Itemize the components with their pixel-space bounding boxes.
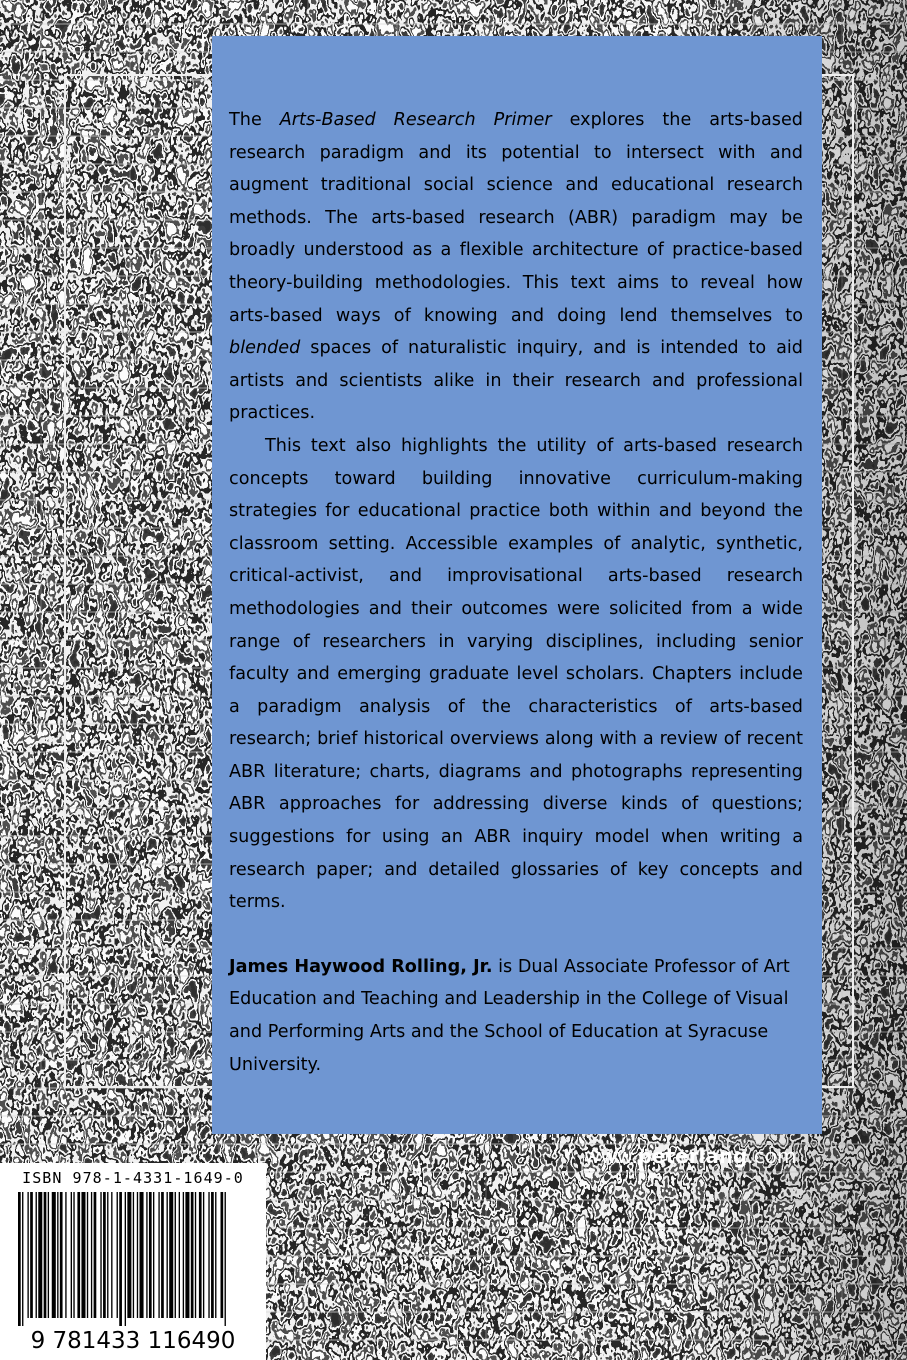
barcode-bar (52, 1192, 56, 1318)
barcode-bar (179, 1192, 180, 1318)
barcode-bar (100, 1192, 101, 1318)
barcode-bar (18, 1192, 21, 1326)
blurb-paragraph-1 (229, 104, 803, 430)
barcode-bar (215, 1192, 216, 1318)
barcode-bar (225, 1192, 226, 1326)
barcode-bar (153, 1192, 154, 1318)
description-panel (212, 36, 822, 1134)
barcode-bar (71, 1192, 72, 1318)
barcode-bar (57, 1192, 58, 1318)
barcode-bar (208, 1192, 209, 1318)
barcode-bar (77, 1192, 80, 1318)
website-brand: peterlang (637, 1144, 748, 1168)
author-bio (229, 951, 803, 1081)
website-prefix: www. (584, 1144, 638, 1168)
barcode-bar (149, 1192, 152, 1318)
barcode-bar (191, 1192, 194, 1318)
barcode-bar (117, 1192, 118, 1318)
barcode-bar (36, 1192, 37, 1318)
barcode-bar (94, 1192, 97, 1318)
barcode-bar (60, 1192, 63, 1318)
barcode-bar (48, 1192, 49, 1318)
barcode-bar (81, 1192, 85, 1318)
barcode-bar (137, 1192, 138, 1318)
barcode-bar (91, 1192, 92, 1318)
barcode-bar (140, 1192, 144, 1318)
barcode-bar (87, 1192, 88, 1318)
barcode-bar (158, 1192, 159, 1318)
barcode-bar (183, 1192, 184, 1318)
barcode-bar (146, 1192, 147, 1318)
barcode-bar (175, 1192, 176, 1318)
barcode-bar (185, 1192, 189, 1318)
barcode-bar (195, 1192, 196, 1318)
barcode-bar (169, 1192, 173, 1318)
blurb-paragraph-1-body: explores the arts-based research paradigm and its potential to intersect with and augment traditional social science and educational research methods. The arts-based research (ABR) paradigm may be broadly understood as a flexible architecture of practice-based theory-building methodologies. This text aims to reveal how arts-based ways of knowing and doing lend themselves to (229, 110, 803, 326)
barcode-bar (133, 1192, 134, 1318)
barcode-bar (44, 1192, 47, 1318)
book-title: Arts-Based Research Primer (279, 110, 552, 130)
blurb-intro-word: The (229, 110, 280, 130)
publisher-website[interactable] (584, 1141, 830, 1171)
barcode-graphic (18, 1192, 246, 1326)
barcode-bar (27, 1192, 28, 1318)
isbn-label: ISBN 978-1-4331-1649-0 (22, 1169, 244, 1187)
barcode-bar (111, 1192, 112, 1318)
barcode-bar (103, 1192, 106, 1318)
barcode-bar (22, 1192, 23, 1326)
blurb-italic-word: blended (229, 338, 301, 359)
barcode-bar (221, 1192, 224, 1318)
barcode-bar (65, 1192, 66, 1318)
barcode-bar (73, 1192, 74, 1318)
isbn-barcode-block (0, 1163, 266, 1360)
barcode-bar (125, 1192, 126, 1326)
barcode-bar (203, 1192, 204, 1318)
author-name: James Haywood Rolling, Jr. (229, 956, 493, 977)
barcode-bar (127, 1192, 131, 1318)
barcode-bar (211, 1192, 214, 1318)
barcode-bar (107, 1192, 108, 1318)
barcode-bar (38, 1192, 42, 1318)
barcode-digits: 9 781433 116490 (30, 1328, 236, 1354)
blurb-paragraph-1-end: spaces of naturalistic inquiry, and is intended to aid artists and scientists alike in their research and professional practices. (229, 338, 803, 424)
barcode-bar (30, 1192, 33, 1318)
barcode-bar (167, 1192, 168, 1318)
barcode-bar (199, 1192, 202, 1318)
barcode-bar (119, 1192, 122, 1326)
blurb-paragraph-2: This text also highlights the utility of arts-based research concepts toward building innovative curriculum-making strategies for educational practice both within and beyond the classroom setting. Accessible examples of analytic, synthetic, critical-activist, and improvisational arts-based research methodologies and their outcomes were solicited from a wide range of researchers in varying disciplines, including senior faculty and emerging graduate level scholars. Chapters include a paradigm analysis of the characteristics of arts-based research; brief historical overviews along with a review of recent ABR literature; charts, diagrams and photographs representing ABR approaches for addressing diverse kinds of questions; suggestions for using an ABR inquiry model when writing a research paper; and detailed glossaries of key concepts and terms. (229, 435, 803, 913)
author-bio-text: is Dual Associate Professor of Art Education and Teaching and Leadership in the College of Visual and Performing Arts and the School of Education at Syracuse University. (229, 956, 790, 1075)
barcode-bar (161, 1192, 164, 1318)
website-suffix: .com (747, 1144, 797, 1168)
